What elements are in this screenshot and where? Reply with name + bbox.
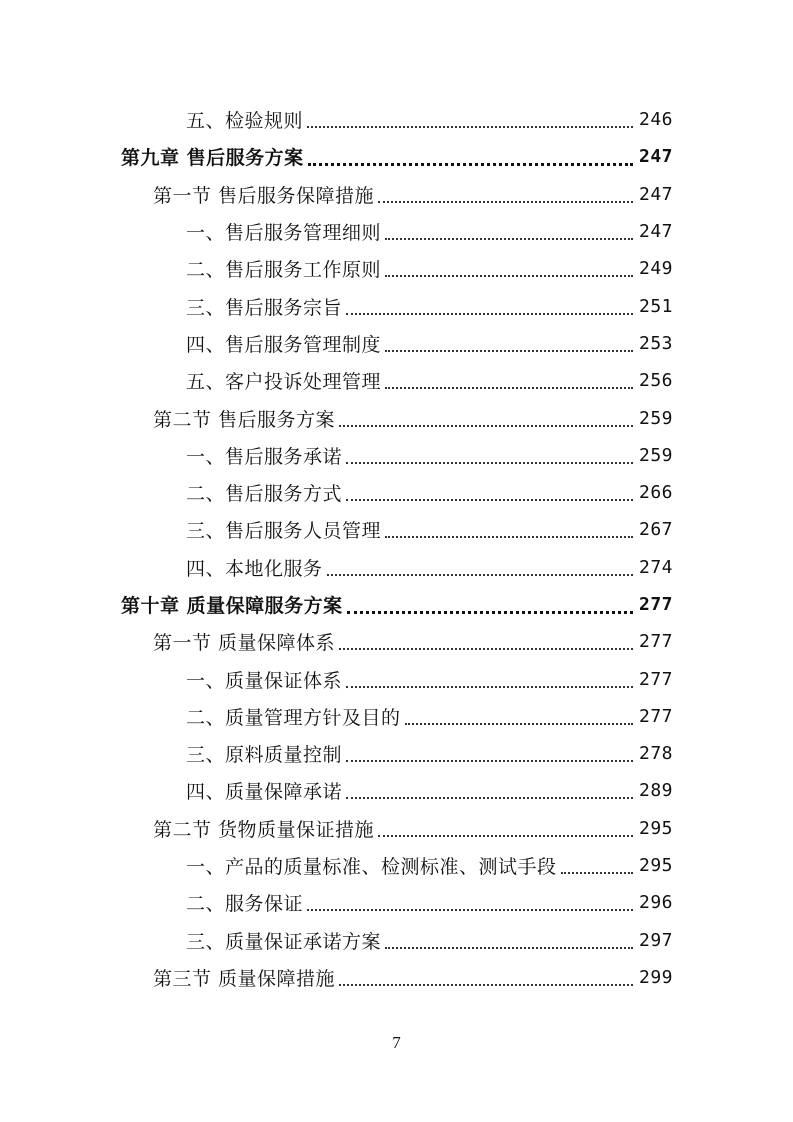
toc-dot-leader [339,983,633,986]
toc-entry-page: 277 [639,631,674,653]
toc-entry-page: 277 [639,705,674,727]
toc-entry-title: 二、服务保证 [186,893,304,916]
toc-dot-leader [346,312,633,315]
toc-dot-leader [347,610,633,614]
toc-entry-title: 一、售后服务承诺 [186,445,343,468]
toc-entry-title: 一、售后服务管理细则 [186,222,382,245]
toc-subsection-entry[interactable] [0,250,793,287]
toc-dot-leader [385,274,633,277]
toc-subsection-entry[interactable] [0,213,793,250]
toc-dot-leader [405,722,633,725]
toc-section-entry[interactable] [0,810,793,847]
toc-entry-title: 一、质量保证体系 [186,669,343,692]
toc-subsection-entry[interactable] [0,101,793,138]
toc-entry-title: 四、质量保障承诺 [186,781,343,804]
toc-dot-leader [307,908,633,911]
toc-dot-leader [346,759,633,762]
toc-subsection-entry[interactable] [0,698,793,735]
toc-dot-leader [308,162,633,166]
toc-entry-title: 三、售后服务宗旨 [186,296,343,319]
toc-dot-leader [346,685,633,688]
table-of-contents [0,101,793,996]
toc-subsection-entry[interactable] [0,922,793,959]
toc-entry-page: 289 [639,780,674,802]
toc-section-entry[interactable] [0,623,793,660]
toc-dot-leader [346,498,633,501]
toc-entry-page: 296 [639,892,674,914]
toc-chapter-entry[interactable] [0,586,793,623]
toc-subsection-entry[interactable] [0,884,793,921]
toc-entry-page: 278 [639,743,674,765]
toc-dot-leader [346,461,633,464]
toc-dot-leader [385,349,633,352]
toc-subsection-entry[interactable] [0,511,793,548]
toc-entry-page: 297 [639,929,674,951]
toc-entry-title: 第一节 质量保障体系 [153,632,336,655]
toc-entry-page: 295 [639,855,674,877]
toc-dot-leader [346,796,633,799]
toc-entry-page: 259 [639,444,674,466]
toc-subsection-entry[interactable] [0,325,793,362]
toc-entry-page: 246 [639,109,674,131]
toc-entry-page: 247 [639,221,674,243]
toc-entry-page: 266 [639,482,674,504]
toc-subsection-entry[interactable] [0,549,793,586]
toc-entry-page: 249 [639,258,674,280]
toc-entry-page: 267 [639,519,674,541]
toc-dot-leader [385,946,633,949]
toc-entry-title: 一、产品的质量标准、检测标准、测试手段 [186,856,557,879]
toc-entry-title: 第十章 质量保障服务方案 [121,595,343,617]
toc-entry-page: 247 [639,183,674,205]
toc-entry-page: 247 [639,146,674,168]
toc-entry-title: 第三节 质量保障措施 [153,967,336,990]
toc-entry-title: 第一节 售后服务保障措施 [153,184,375,207]
toc-entry-page: 259 [639,407,674,429]
toc-chapter-entry[interactable] [0,138,793,175]
toc-entry-page: 274 [639,556,674,578]
toc-dot-leader [378,200,633,203]
toc-subsection-entry[interactable] [0,735,793,772]
toc-entry-title: 五、检验规则 [186,110,304,133]
toc-dot-leader [339,647,633,650]
toc-dot-leader [327,573,633,576]
toc-entry-title: 二、售后服务工作原则 [186,259,382,282]
toc-entry-page: 251 [639,295,674,317]
toc-entry-title: 第二节 售后服务方案 [153,408,336,431]
toc-subsection-entry[interactable] [0,474,793,511]
toc-section-entry[interactable] [0,399,793,436]
toc-subsection-entry[interactable] [0,287,793,324]
toc-entry-title: 三、售后服务人员管理 [186,520,382,543]
toc-dot-leader [385,237,633,240]
toc-entry-page: 253 [639,332,674,354]
toc-subsection-entry[interactable] [0,437,793,474]
toc-entry-page: 295 [639,817,674,839]
toc-dot-leader [307,125,633,128]
toc-entry-page: 277 [639,668,674,690]
toc-entry-title: 二、质量管理方针及目的 [186,706,401,729]
toc-entry-title: 五、客户投诉处理管理 [186,371,382,394]
toc-entry-page: 277 [639,594,674,615]
toc-entry-title: 三、原料质量控制 [186,744,343,767]
toc-entry-title: 二、售后服务方式 [186,483,343,506]
toc-subsection-entry[interactable] [0,660,793,697]
toc-dot-leader [385,386,633,389]
toc-section-entry[interactable] [0,959,793,996]
toc-entry-page: 299 [639,966,674,988]
page-number: 7 [392,1033,401,1052]
toc-dot-leader [561,871,633,874]
toc-entry-title: 四、售后服务管理制度 [186,333,382,356]
toc-entry-title: 三、质量保证承诺方案 [186,930,382,953]
toc-entry-title: 第二节 货物质量保证措施 [153,818,375,841]
toc-subsection-entry[interactable] [0,847,793,884]
toc-entry-title: 四、本地化服务 [186,557,323,580]
toc-entry-page: 256 [639,370,674,392]
toc-dot-leader [339,424,633,427]
toc-subsection-entry[interactable] [0,772,793,809]
toc-section-entry[interactable] [0,176,793,213]
toc-subsection-entry[interactable] [0,362,793,399]
toc-entry-title: 第九章 售后服务方案 [121,147,304,170]
toc-dot-leader [378,834,633,837]
toc-dot-leader [385,535,633,538]
